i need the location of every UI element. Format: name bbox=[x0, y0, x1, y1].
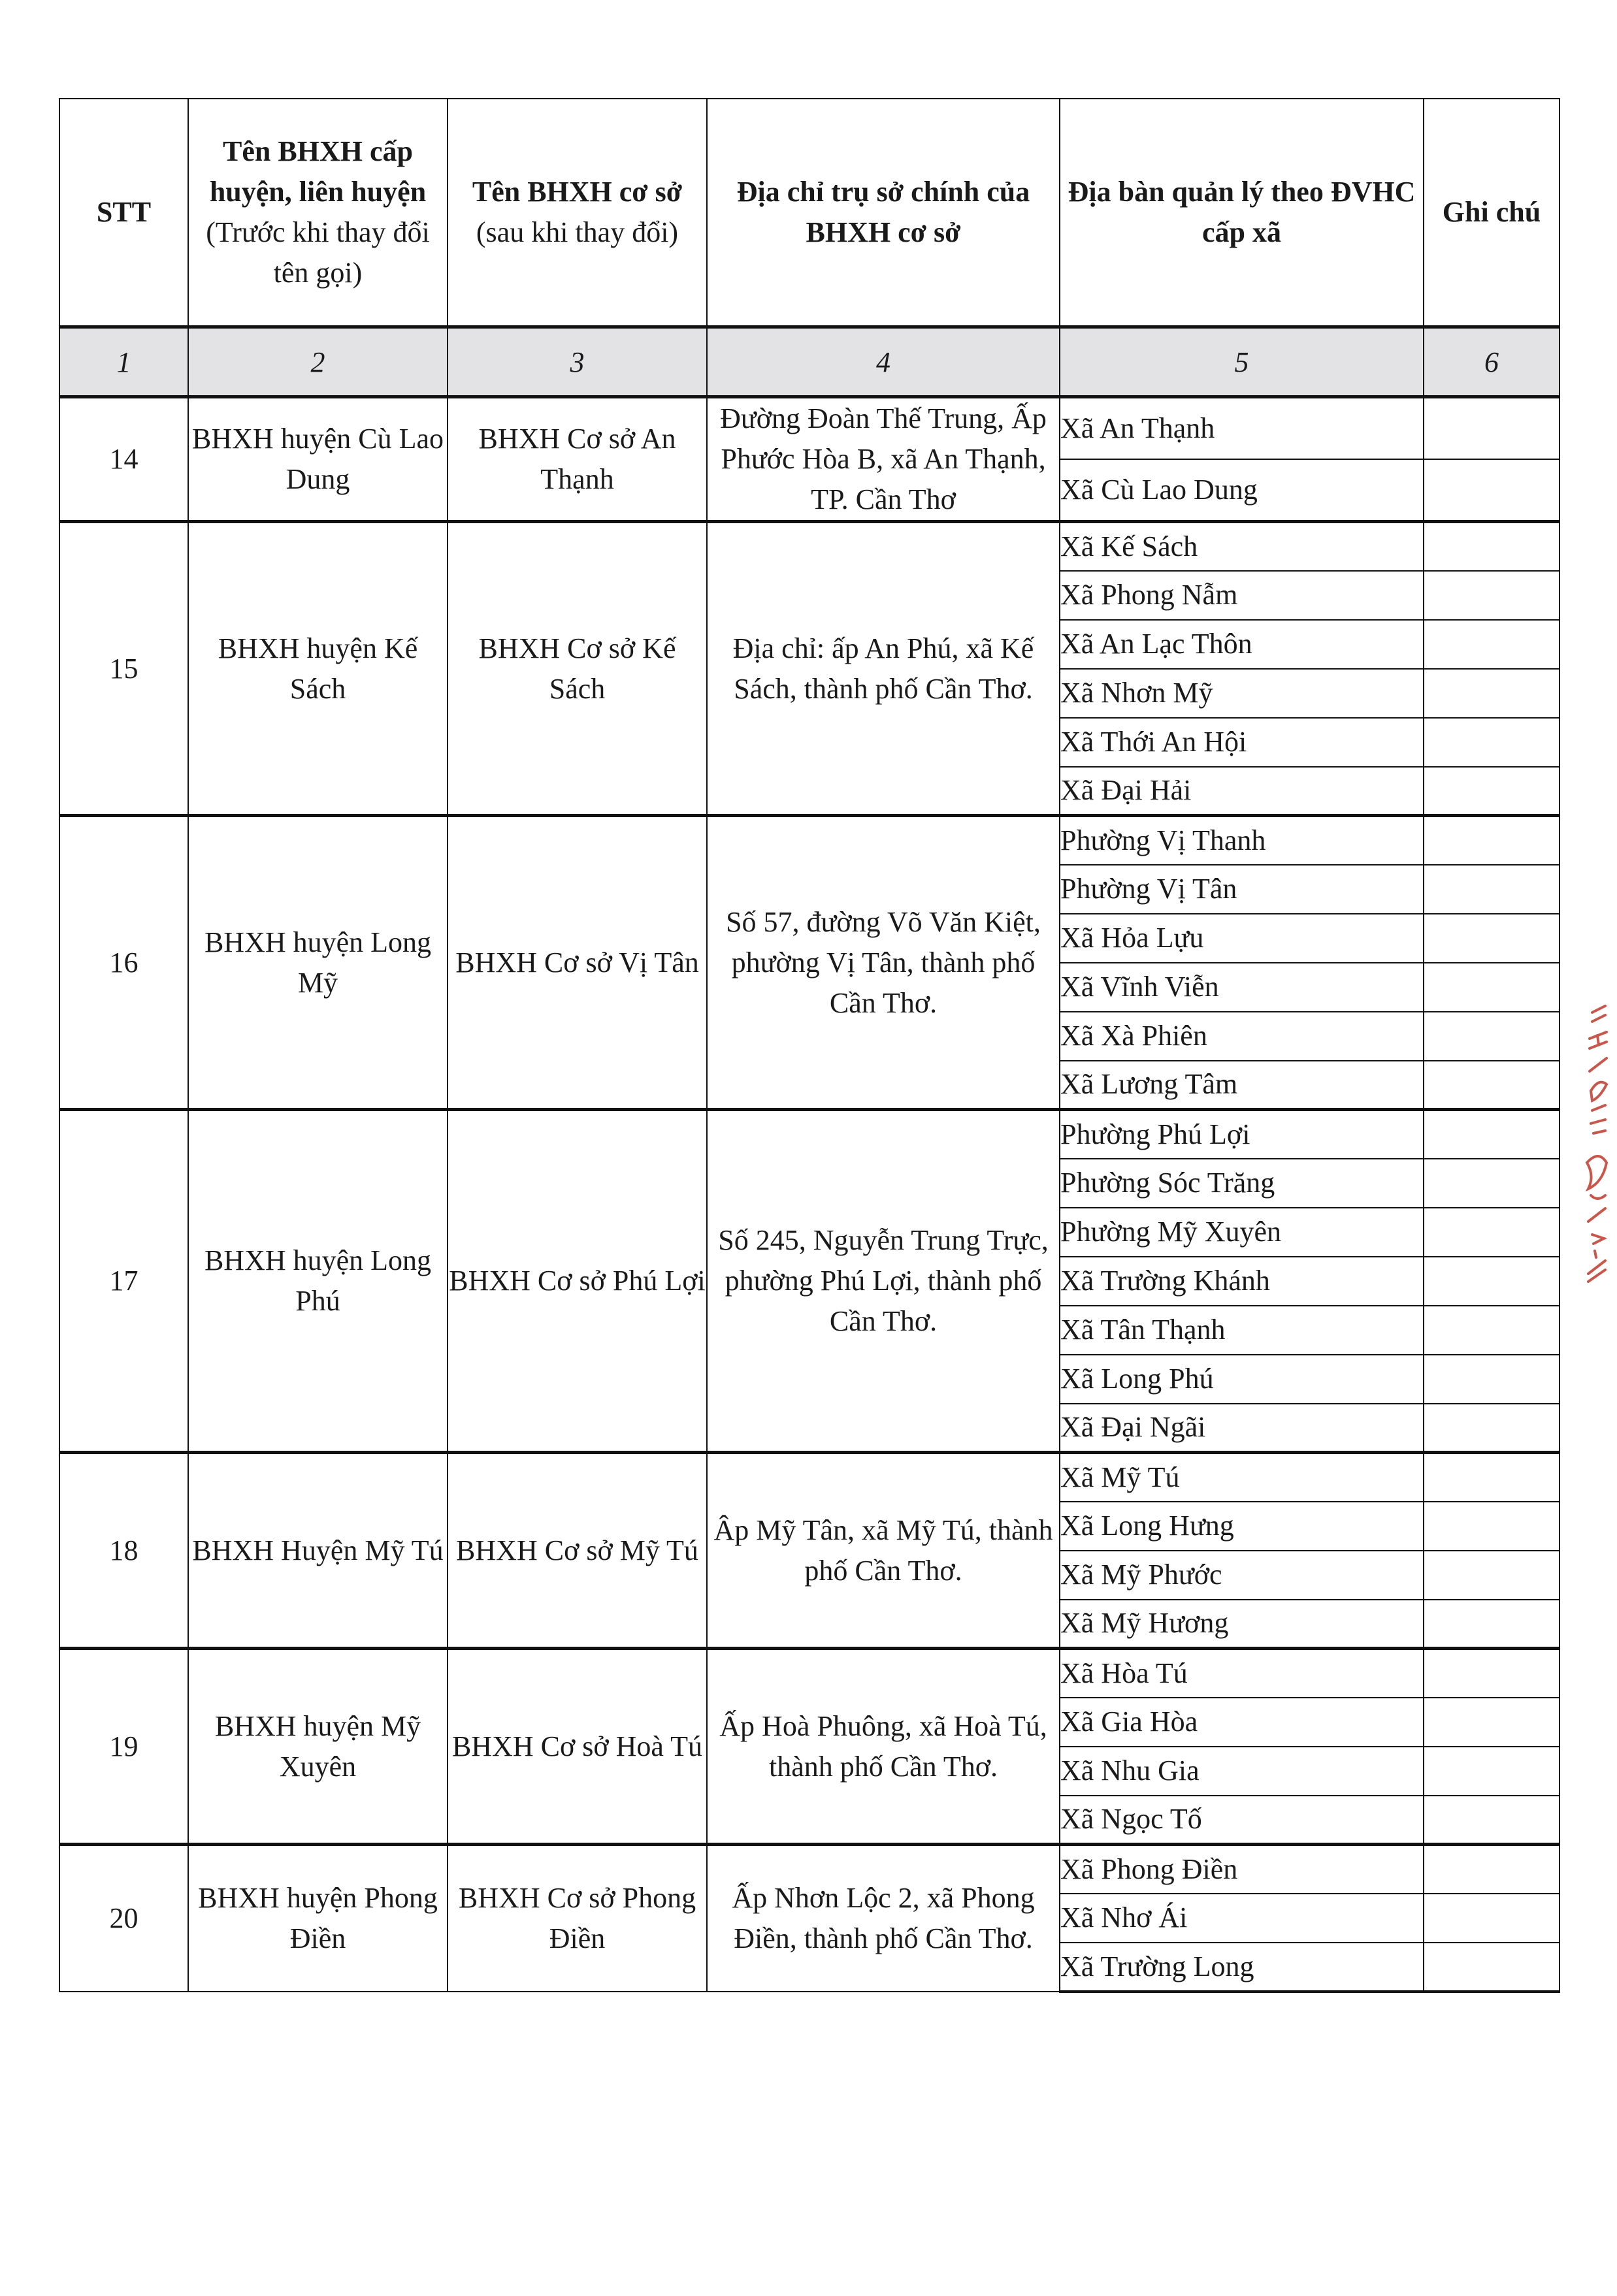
base-name-cell: BHXH Cơ sở Phú Lợi bbox=[448, 1110, 707, 1453]
table-row bbox=[59, 1649, 1560, 1698]
stt-cell: 15 bbox=[59, 522, 188, 816]
note-cell bbox=[1424, 1306, 1560, 1355]
red-seal-stamp-icon bbox=[1578, 999, 1614, 1287]
district-name-cell: BHXH Huyện Mỹ Tú bbox=[188, 1453, 448, 1649]
district-name-cell: BHXH huyện Cù Lao Dung bbox=[188, 397, 448, 522]
note-cell bbox=[1424, 1747, 1560, 1796]
commune-cell: Xã Long Hưng bbox=[1060, 1502, 1424, 1551]
commune-cell: Xã An Thạnh bbox=[1060, 397, 1424, 460]
note-cell bbox=[1424, 1845, 1560, 1894]
header-district-name bbox=[188, 99, 448, 327]
stt-cell: 18 bbox=[59, 1453, 188, 1649]
note-cell bbox=[1424, 963, 1560, 1012]
commune-cell: Phường Vị Thanh bbox=[1060, 816, 1424, 865]
commune-cell: Xã An Lạc Thôn bbox=[1060, 620, 1424, 669]
note-cell bbox=[1424, 522, 1560, 571]
header-base-name-bold: Tên BHXH cơ sở bbox=[472, 176, 683, 208]
column-number: 2 bbox=[188, 327, 448, 397]
stt-cell: 16 bbox=[59, 816, 188, 1110]
address-cell: Địa chỉ: ấp An Phú, xã Kế Sách, thành phố Cần Thơ. bbox=[707, 522, 1060, 816]
header-district-name-sub: (Trước khi thay đổi tên gọi) bbox=[206, 216, 430, 289]
note-cell bbox=[1424, 1796, 1560, 1845]
note-cell bbox=[1424, 1159, 1560, 1208]
note-cell bbox=[1424, 1061, 1560, 1110]
table-row bbox=[59, 1110, 1560, 1159]
header-stt: STT bbox=[59, 99, 188, 327]
commune-cell: Xã Trường Long bbox=[1060, 1943, 1424, 1992]
note-cell bbox=[1424, 1355, 1560, 1404]
commune-cell: Phường Sóc Trăng bbox=[1060, 1159, 1424, 1208]
header-address: Địa chỉ trụ sở chính của BHXH cơ sở bbox=[707, 99, 1060, 327]
note-cell bbox=[1424, 767, 1560, 816]
stt-cell: 17 bbox=[59, 1110, 188, 1453]
header-area: Địa bàn quản lý theo ĐVHC cấp xã bbox=[1060, 99, 1424, 327]
note-cell bbox=[1424, 1943, 1560, 1992]
note-cell bbox=[1424, 1404, 1560, 1453]
commune-cell: Xã Cù Lao Dung bbox=[1060, 459, 1424, 522]
note-cell bbox=[1424, 1502, 1560, 1551]
column-number: 5 bbox=[1060, 327, 1424, 397]
note-cell bbox=[1424, 1208, 1560, 1257]
commune-cell: Xã Gia Hòa bbox=[1060, 1698, 1424, 1747]
note-cell bbox=[1424, 865, 1560, 914]
base-name-cell: BHXH Cơ sở Vị Tân bbox=[448, 816, 707, 1110]
column-number: 4 bbox=[707, 327, 1060, 397]
note-cell bbox=[1424, 718, 1560, 767]
table-row bbox=[59, 397, 1560, 460]
note-cell bbox=[1424, 1551, 1560, 1600]
table-row bbox=[59, 816, 1560, 865]
commune-cell: Xã Tân Thạnh bbox=[1060, 1306, 1424, 1355]
commune-cell: Xã Đại Hải bbox=[1060, 767, 1424, 816]
header-note: Ghi chú bbox=[1424, 99, 1560, 327]
commune-cell: Xã Thới An Hội bbox=[1060, 718, 1424, 767]
note-cell bbox=[1424, 669, 1560, 718]
commune-cell: Xã Phong Điền bbox=[1060, 1845, 1424, 1894]
commune-cell: Xã Hỏa Lựu bbox=[1060, 914, 1424, 963]
commune-cell: Xã Ngọc Tố bbox=[1060, 1796, 1424, 1845]
stt-cell: 19 bbox=[59, 1649, 188, 1845]
district-name-cell: BHXH huyện Long Mỹ bbox=[188, 816, 448, 1110]
column-number: 6 bbox=[1424, 327, 1560, 397]
address-cell: Ấp Nhơn Lộc 2, xã Phong Điền, thành phố Cần Thơ. bbox=[707, 1845, 1060, 1992]
district-name-cell: BHXH huyện Long Phú bbox=[188, 1110, 448, 1453]
commune-cell: Xã Long Phú bbox=[1060, 1355, 1424, 1404]
table-row bbox=[59, 522, 1560, 571]
stt-cell: 14 bbox=[59, 397, 188, 522]
commune-cell: Xã Lương Tâm bbox=[1060, 1061, 1424, 1110]
note-cell bbox=[1424, 1894, 1560, 1943]
header-row bbox=[59, 99, 1560, 327]
column-number: 3 bbox=[448, 327, 707, 397]
note-cell bbox=[1424, 1600, 1560, 1649]
note-cell bbox=[1424, 1698, 1560, 1747]
commune-cell: Xã Mỹ Tú bbox=[1060, 1453, 1424, 1502]
commune-cell: Xã Xà Phiên bbox=[1060, 1012, 1424, 1061]
base-name-cell: BHXH Cơ sở An Thạnh bbox=[448, 397, 707, 522]
commune-cell: Xã Mỹ Phước bbox=[1060, 1551, 1424, 1600]
commune-cell: Xã Hòa Tú bbox=[1060, 1649, 1424, 1698]
note-cell bbox=[1424, 1649, 1560, 1698]
commune-cell: Xã Kế Sách bbox=[1060, 522, 1424, 571]
base-name-cell: BHXH Cơ sở Hoà Tú bbox=[448, 1649, 707, 1845]
district-name-cell: BHXH huyện Mỹ Xuyên bbox=[188, 1649, 448, 1845]
note-cell bbox=[1424, 459, 1560, 522]
address-cell: Số 57, đường Võ Văn Kiệt, phường Vị Tân, thành phố Cần Thơ. bbox=[707, 816, 1060, 1110]
note-cell bbox=[1424, 914, 1560, 963]
note-cell bbox=[1424, 620, 1560, 669]
header-base-name bbox=[448, 99, 707, 327]
note-cell bbox=[1424, 397, 1560, 460]
column-number-row bbox=[59, 327, 1560, 397]
column-number: 1 bbox=[59, 327, 188, 397]
commune-cell: Xã Đại Ngãi bbox=[1060, 1404, 1424, 1453]
note-cell bbox=[1424, 571, 1560, 620]
commune-cell: Xã Nhơn Mỹ bbox=[1060, 669, 1424, 718]
base-name-cell: BHXH Cơ sở Phong Điền bbox=[448, 1845, 707, 1992]
note-cell bbox=[1424, 816, 1560, 865]
address-cell: Đường Đoàn Thế Trung, Ấp Phước Hòa B, xã An Thạnh, TP. Cần Thơ bbox=[707, 397, 1060, 522]
stt-cell: 20 bbox=[59, 1845, 188, 1992]
table-row bbox=[59, 1845, 1560, 1894]
base-name-cell: BHXH Cơ sở Kế Sách bbox=[448, 522, 707, 816]
commune-cell: Phường Mỹ Xuyên bbox=[1060, 1208, 1424, 1257]
table-body bbox=[59, 327, 1560, 1992]
district-name-cell: BHXH huyện Phong Điền bbox=[188, 1845, 448, 1992]
note-cell bbox=[1424, 1257, 1560, 1306]
commune-cell: Phường Phú Lợi bbox=[1060, 1110, 1424, 1159]
commune-cell: Xã Mỹ Hương bbox=[1060, 1600, 1424, 1649]
address-cell: Ấp Hoà Phuông, xã Hoà Tú, thành phố Cần Thơ. bbox=[707, 1649, 1060, 1845]
note-cell bbox=[1424, 1012, 1560, 1061]
commune-management-table bbox=[59, 98, 1560, 1993]
table-row bbox=[59, 1453, 1560, 1502]
note-cell bbox=[1424, 1110, 1560, 1159]
commune-cell: Phường Vị Tân bbox=[1060, 865, 1424, 914]
commune-cell: Xã Nhu Gia bbox=[1060, 1747, 1424, 1796]
header-base-name-sub: (sau khi thay đổi) bbox=[476, 216, 679, 248]
district-name-cell: BHXH huyện Kế Sách bbox=[188, 522, 448, 816]
base-name-cell: BHXH Cơ sở Mỹ Tú bbox=[448, 1453, 707, 1649]
commune-cell: Xã Trường Khánh bbox=[1060, 1257, 1424, 1306]
address-cell: Số 245, Nguyễn Trung Trực, phường Phú Lợi, thành phố Cần Thơ. bbox=[707, 1110, 1060, 1453]
commune-cell: Xã Nhơ Ái bbox=[1060, 1894, 1424, 1943]
header-district-name-bold: Tên BHXH cấp huyện, liên huyện bbox=[209, 135, 427, 208]
commune-cell: Xã Phong Nẫm bbox=[1060, 571, 1424, 620]
note-cell bbox=[1424, 1453, 1560, 1502]
commune-cell: Xã Vĩnh Viễn bbox=[1060, 963, 1424, 1012]
address-cell: Âp Mỹ Tân, xã Mỹ Tú, thành phố Cần Thơ. bbox=[707, 1453, 1060, 1649]
